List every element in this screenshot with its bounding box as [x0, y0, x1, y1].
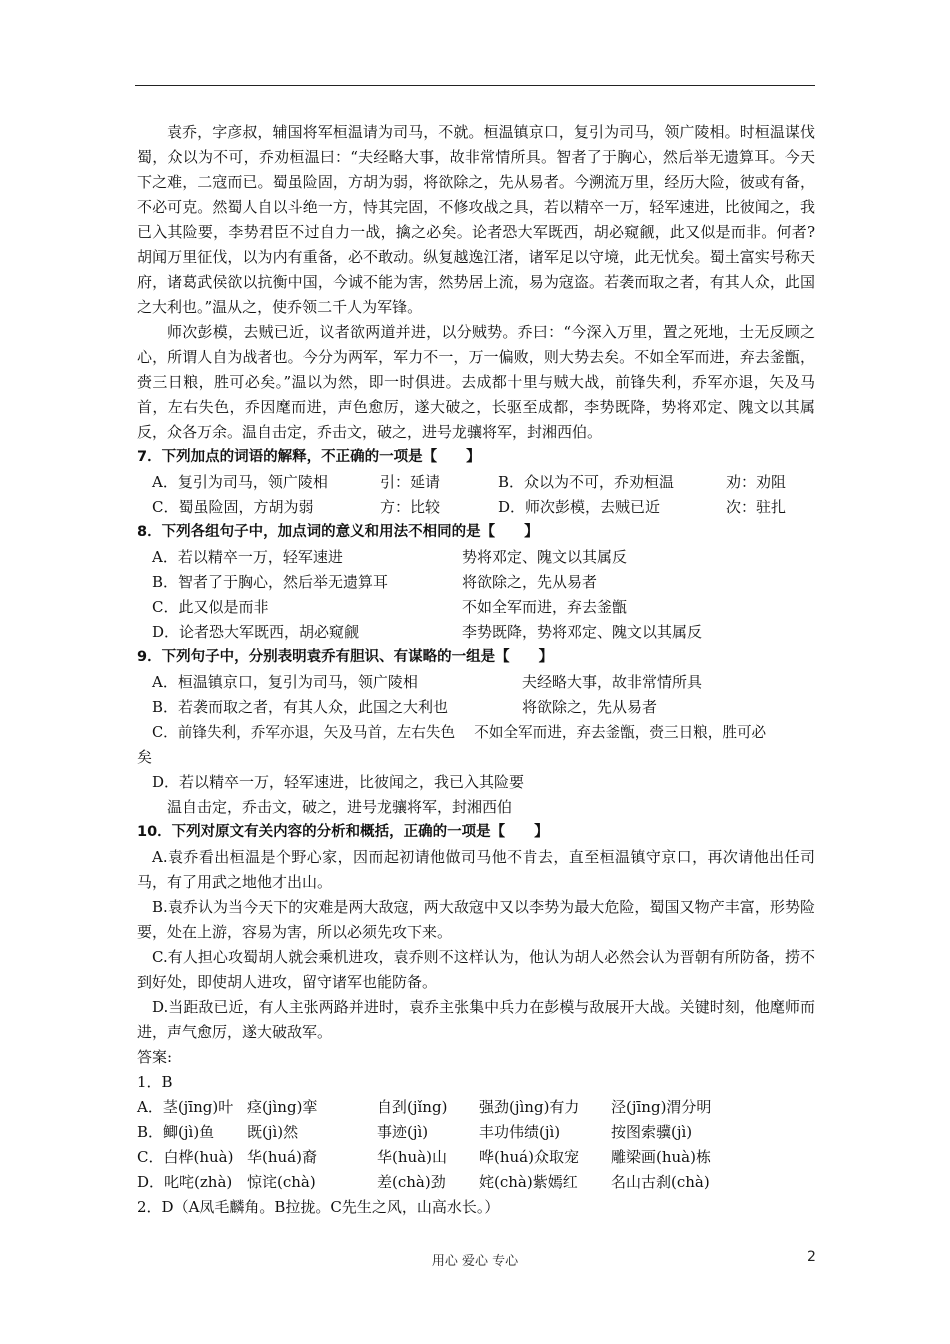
answer-2: 2．D（A凤毛麟角。B拉拢。C先生之风，山高水长。） — [137, 1198, 500, 1216]
answer-cell: B．鲫(jì)鱼 — [137, 1123, 215, 1141]
answer-row-c — [137, 1145, 815, 1170]
answer-cell: A．茎(jīng)叶 — [137, 1098, 234, 1116]
answer-cell: 事迹(jì) — [377, 1123, 429, 1141]
answer-row-d — [137, 1170, 815, 1195]
passage-paragraph-2: 师次彭模，去贼已近，议者欲两道并进，以分贼势。乔曰：“今深入万里，置之死地，士无反顾之心，所谓人自为战者也。今分为两军，军力不一，万一偏败，则大势去矣。不如全军而进，弃去釜甑，赍三日粮，胜可必矣。”温以为然，即一时俱进。去成都十里与贼大战，前锋失利，乔军亦退，矢及马首，左右失色，乔因麾而进，声色愈厉，遂大破之，长驱至成都，李势既降，势将邓定、隗文以其属反，众各万余。温自击定，乔击文，破之，进号龙骧将军，封湘西伯。 — [137, 323, 815, 441]
answer-cell: 惊诧(chà) — [247, 1173, 316, 1191]
answer-row-a — [137, 1095, 815, 1120]
answer-row-b — [137, 1120, 815, 1145]
q8-row-b — [137, 570, 815, 595]
answer-cell: D．叱咤(zhà) — [137, 1173, 233, 1191]
answer-cell: 名山古刹(chà) — [611, 1173, 710, 1191]
q9-c-line-1: C．前锋失利，乔军亦退，矢及马首，左右失色 不如全军而进，弃去釜甑，赍三日粮，胜可必 — [152, 724, 767, 741]
answer-cell: 按图索骥(jì) — [611, 1123, 693, 1141]
passage-paragraph-1: 袁乔，字彦叔，辅国将军桓温请为司马，不就。桓温镇京口，复引为司马，领广陵相。时桓温谋伐蜀，众以为不可，乔劝桓温曰：“夫经略大事，故非常情所具。智者了于胸心，然后举无遗算耳。今天下之难，二寇而已。蜀虽险固，方胡为弱，将欲除之，先从易者。今溯流万里，经历大险，彼或有备，不必可克。然蜀人自以斗绝一方，恃其完固，不修攻战之具，若以精卒一万，轻军速进，比彼闻之，我已入其险要，李势君臣不过自力一战，擒之必矣。论者恐大军既西，胡必窥觎，此又似是而非。何者?胡闻万里征伐，以为内有重备，必不敢动。纵复越逸江渚，诸军足以守境，此无忧矣。蜀土富实号称天府，诸葛武侯欲以抗衡中国，今诚不能为害，然势居上流，易为寇盗。若袭而取之者，有其人众，此国之大利也。”温从之，使乔领二千人为军锋。 — [137, 123, 815, 316]
answers-label: 答案: — [137, 1048, 173, 1066]
q7-gloss-d: 次：驻扎 — [726, 498, 787, 516]
q7-option-c: C．蜀虽险固，方胡为弱 — [152, 498, 314, 516]
answer-cell: 自刭(jǐng) — [377, 1098, 448, 1116]
q8-c-right: 不如全军而进，弃去釜甑 — [462, 598, 628, 616]
q8-d-right: 李势既降，势将邓定、隗文以其属反 — [462, 623, 703, 641]
q9-b-right: 将欲除之，先从易者 — [522, 698, 658, 716]
answer-cell: 雕梁画(huà)栋 — [611, 1148, 711, 1166]
q8-row-a — [137, 545, 815, 570]
answer-cell: 姹(chà)紫嫣红 — [479, 1173, 578, 1191]
q7-gloss-b: 劝：劝阻 — [726, 473, 787, 491]
q8-row-c — [137, 595, 815, 620]
question-8-stem: 8．下列各组句子中，加点词的意义和用法不相同的是【 】 — [137, 524, 539, 540]
answer-cell: 强劲(jìng)有力 — [479, 1098, 580, 1116]
q9-c-line-2: 矣 — [137, 748, 153, 766]
answer-cell: 华(huá)裔 — [247, 1148, 317, 1166]
answer-cell: 华(huà)山 — [377, 1148, 447, 1166]
q9-a-left: A．桓温镇京口，复引为司马，领广陵相 — [152, 673, 418, 691]
answer-cell: C．白桦(huà) — [137, 1148, 234, 1166]
q10-option-c: C.有人担心攻蜀胡人就会乘机进攻，袁乔则不这样认为，他认为胡人必然会认为晋朝有所防备，捞不到好处，即使胡人进攻，留守诸军也能防备。 — [137, 948, 815, 991]
q7-gloss-c: 方：比较 — [380, 498, 441, 516]
answer-cell: 哗(huá)众取宠 — [479, 1148, 579, 1166]
q9-row-a — [137, 670, 815, 695]
q9-row-b — [137, 695, 815, 720]
answer-cell: 痉(jìng)挛 — [247, 1098, 318, 1116]
q8-c-left: C．此又似是而非 — [152, 598, 269, 616]
q10-option-d: D.当距敌已近，有人主张两路并进时，袁乔主张集中兵力在彭模与敌展开大战。关键时刻，他麾师而进，声气愈厉，遂大破敌军。 — [137, 998, 815, 1041]
q8-b-right: 将欲除之，先从易者 — [462, 573, 598, 591]
q8-a-left: A．若以精卒一万，轻军速进 — [152, 548, 343, 566]
q9-b-left: B．若袭而取之者，有其人众，此国之大利也 — [152, 698, 449, 716]
answer-cell: 既(jì)然 — [247, 1123, 299, 1141]
q9-a-right: 夫经略大事，故非常情所具 — [522, 673, 703, 691]
question-7-row-cd — [137, 495, 815, 520]
question-10-stem: 10．下列对原文有关内容的分析和概括，正确的一项是【 】 — [137, 824, 549, 840]
q10-option-b: B.袁乔认为当今天下的灾难是两大敌寇，两大敌寇中又以李势为最大危险，蜀国又物产丰富，形势险要，处在上游，容易为害，所以必须先攻下来。 — [137, 898, 815, 941]
answer-1: 1．B — [137, 1073, 173, 1091]
q7-option-d: D．师次彭模，去贼已近 — [498, 498, 661, 516]
footer-motto: 用心 爱心 专心 — [431, 1254, 519, 1269]
q9-d-line-2: 温自击定，乔击文，破之，进号龙骧将军，封湘西伯 — [167, 798, 513, 816]
question-9-stem: 9．下列句子中，分别表明袁乔有胆识、有谋略的一组是【 】 — [137, 649, 554, 665]
q8-row-d — [137, 620, 815, 645]
q10-option-a: A.袁乔看出桓温是个野心家，因而起初请他做司马他不肯去，直至桓温镇守京口，再次请他出任司马，有了用武之地他才出山。 — [137, 848, 815, 891]
page-content — [137, 120, 815, 1220]
q7-option-b: B．众以为不可，乔劝桓温 — [498, 473, 675, 491]
q7-option-a: A．复引为司马，领广陵相 — [152, 473, 328, 491]
answer-cell: 差(chà)劲 — [377, 1173, 446, 1191]
question-7-row-ab — [137, 470, 815, 495]
answer-cell: 泾(jīng)渭分明 — [611, 1098, 712, 1116]
q8-a-right: 势将邓定、隗文以其属反 — [462, 548, 628, 566]
answer-cell: 丰功伟绩(jì) — [479, 1123, 561, 1141]
page-number: 2 — [807, 1249, 816, 1265]
q8-d-left: D．论者恐大军既西，胡必窥觎 — [152, 623, 360, 641]
q7-gloss-a: 引：延请 — [380, 473, 441, 491]
q8-b-left: B．智者了于胸心，然后举无遗算耳 — [152, 573, 389, 591]
q9-d-line-1: D．若以精卒一万，轻军速进，比彼闻之，我已入其险要 — [152, 773, 525, 791]
header-rule — [135, 85, 815, 86]
question-7-stem: 7．下列加点的词语的解释，不正确的一项是【 】 — [137, 449, 481, 465]
